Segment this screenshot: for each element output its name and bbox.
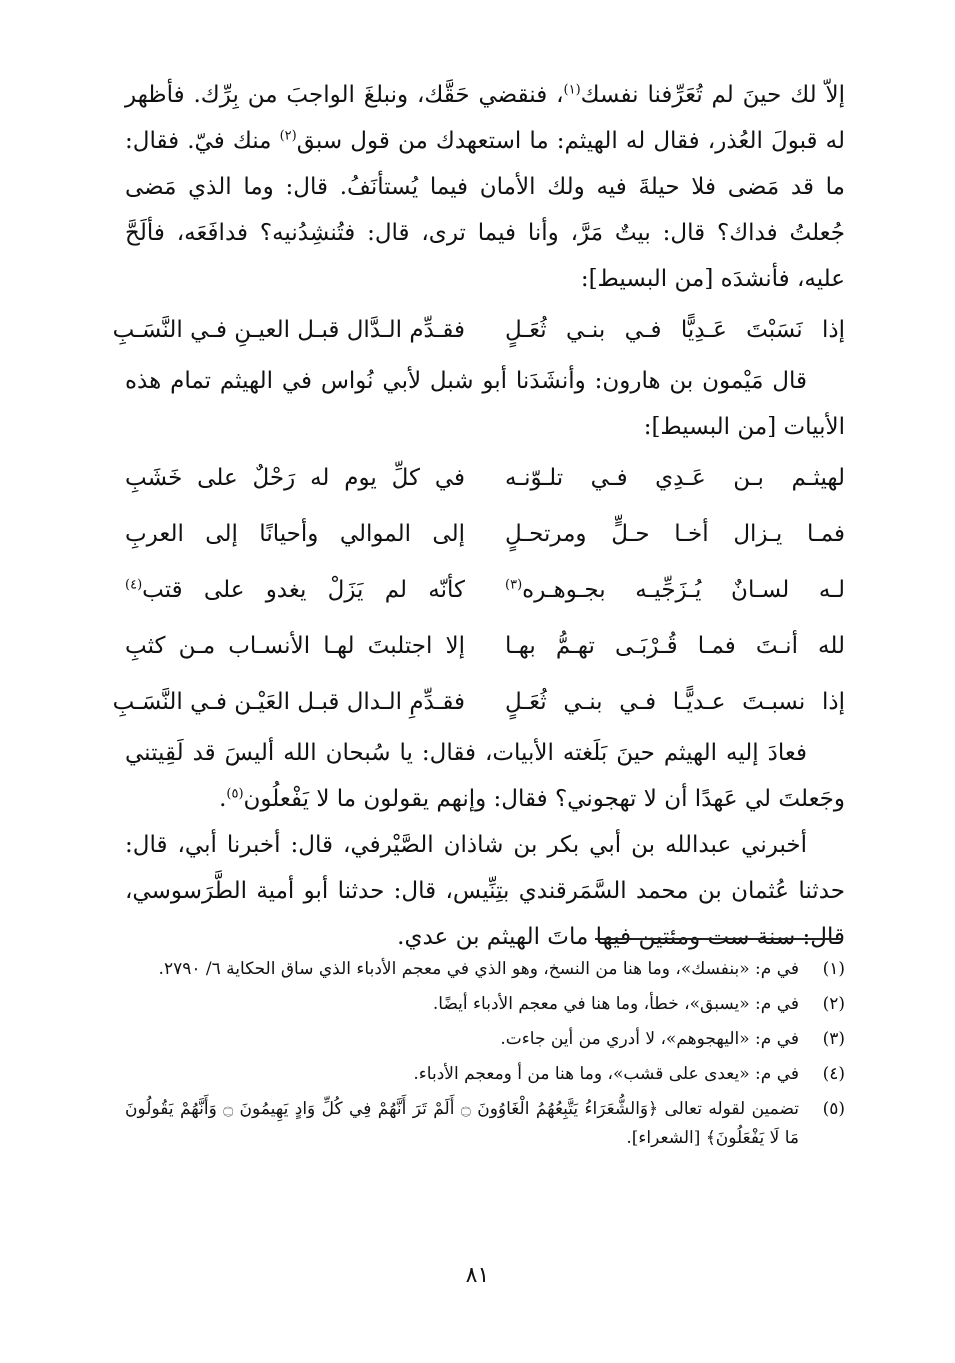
verse-hemistich-first [505, 562, 845, 618]
paragraph-1-text-c: منك فيّ. فقال: ما قد مَضى فلا حيلةَ فيه ولك الأمان فيما يُستأنَفُ. قال: وما الذي مَضى جُعلتُ فداك؟ قال: بيتٌ مَرَّ، وأنا فيما ترى، قال: فتُنشِدُنيه؟ فدافَعَه، فألَحَّ عليه، فأنشدَه [من البسيط]: [125, 128, 845, 292]
paragraph-1-text-a: إلاّ لك حينَ لم تُعَرِّفنا نفسك [580, 82, 845, 108]
verse-hemistich-second [125, 562, 465, 618]
footnote-ref-3: (٣) [505, 577, 523, 593]
paragraph-1 [125, 72, 845, 302]
paragraph-1-text-b: ، فنقضي حَقَّك، ونبلغَ الواجبَ من بِرِّك. فأظهر له قبولَ العُذر، فقال له الهيثم: ما استعهدك من قول سبق [125, 82, 845, 154]
footnote-number: (١) [822, 959, 845, 979]
footnote-text: في م: «يسبق»، خطأ، وما هنا في معجم الأدباء أيضًا. [432, 994, 799, 1014]
verse-line [112, 302, 845, 358]
verse-line [125, 450, 845, 506]
footnote-text: في م: «اليهجوهم»، لا أدري من أين جاءت. [500, 1029, 799, 1049]
footnote-number: (٣) [822, 1029, 845, 1049]
footnote-separator [595, 938, 843, 940]
footnote-item [125, 1095, 845, 1153]
footnote-number: (٢) [822, 994, 845, 1014]
footnote-text: في م: «يعدى على قشب»، وما هنا من أ ومعجم الأدباء. [413, 1064, 799, 1084]
paragraph-3-text: فعادَ إليه الهيثم حينَ بَلَغته الأبيات، فقال: يا سُبحان الله أليسَ قد لَقِيتني وجَعلتَ لي عَهدًا أن لا تهجوني؟ فقال: وإنهم يقولون ما لا يَفْعلُون [125, 740, 845, 812]
footnote-item [125, 955, 845, 984]
verse-line [112, 674, 845, 730]
verse-hemistich-first: إذا نَسَبْتَ عَـدِيًّا فـي بنـي ثُعَـلٍ [505, 317, 845, 343]
paragraph-3-end: . [219, 786, 227, 812]
main-text [112, 72, 845, 960]
footnote-ref-2: (٢) [279, 128, 297, 144]
verse-text: كأنّه لم يَزَلْ يغدو على قتب [142, 577, 465, 603]
verse-hemistich-second: إلى الموالي وأحيانًا إلى العربِ [125, 521, 465, 547]
footnote-ref-5: (٥) [226, 786, 244, 802]
verse-hemistich-first: لهيثـم بـن عَـدِي فـي تلـوّنـه [505, 465, 845, 491]
footnote-ref-4: (٤) [125, 577, 143, 593]
footnote-text: في م: «بنفسك»، وما هنا من النسخ، وهو الذي في معجم الأدباء الذي ساق الحكاية ٦/ ٢٧٩٠. [158, 959, 799, 979]
page-number: ٨١ [465, 1263, 490, 1288]
footnotes [125, 955, 845, 1159]
footnote-number: (٤) [822, 1064, 845, 1084]
verse-line [125, 562, 845, 618]
paragraph-3 [125, 730, 845, 822]
verse-hemistich-second: في كلِّ يوم له رَحْلٌ على خَشَبِ [125, 465, 465, 491]
verse-hemistich-second: فقـدِّمِ الـدال قبـل العَيْـن فـي النَّسَـبِ [112, 689, 465, 715]
footnote-item [125, 1060, 845, 1089]
footnote-item [125, 1025, 845, 1054]
verse-hemistich-second: فقـدِّم الـدَّال قبـل العيـنِ فـي النَّسَـبِ [112, 317, 465, 343]
verse-line [125, 618, 845, 674]
footnote-number: (٥) [822, 1099, 845, 1119]
footnote-ref-1: (١) [563, 82, 581, 98]
verse-text: لـه لسـانٌ يُـزَجِّيـه بجـوهـره [522, 577, 845, 603]
verse-hemistich-first: لله أنـتَ فمـا قُـرْبَـى تهـمُّ بهـا [505, 633, 845, 659]
verse-hemistich-second: إلا اجتلبتَ لهـا الأنسـاب مـن كثبِ [125, 633, 465, 659]
verse-hemistich-first: إذا نسبـتَ عـديًّـا فـي بنـي ثُعَـلٍ [505, 689, 845, 715]
footnote-item [125, 990, 845, 1019]
verse-hemistich-first: فمـا يـزال أخـا حـلٍّ ومرتحـلٍ [505, 521, 845, 547]
footnote-text: تضمين لقوله تعالى ﴿وَالشُّعَرَاءُ يَتَّبِعُهُمُ الْغَاوُونَ ۝ أَلَمْ تَرَ أَنَّهُمْ فِي كُلِّ وَادٍ يَهِيمُونَ ۝ وَأَنَّهُمْ يَقُولُونَ مَا لَا يَفْعَلُونَ﴾ [الشعراء]. [125, 1099, 799, 1148]
verse-line [125, 506, 845, 562]
paragraph-4: أخبرني عبدالله بن أبي بكر بن شاذان الصَّيْرفي، قال: أخبرنا أبي، قال: حدثنا عُثمان بن محمد السَّمَرقندي بتِنِّيس، قال: حدثنا أبو أمية الطَّرَسوسي، قال: سنة ست ومئتين فيها ماتَ الهيثم بن عدي. [125, 832, 845, 950]
paragraph-2: قال مَيْمون بن هارون: وأنشَدَنا أبو شبل لأبي نُواس في الهيثم تمام هذه الأبيات [من البسيط]: [125, 368, 845, 440]
